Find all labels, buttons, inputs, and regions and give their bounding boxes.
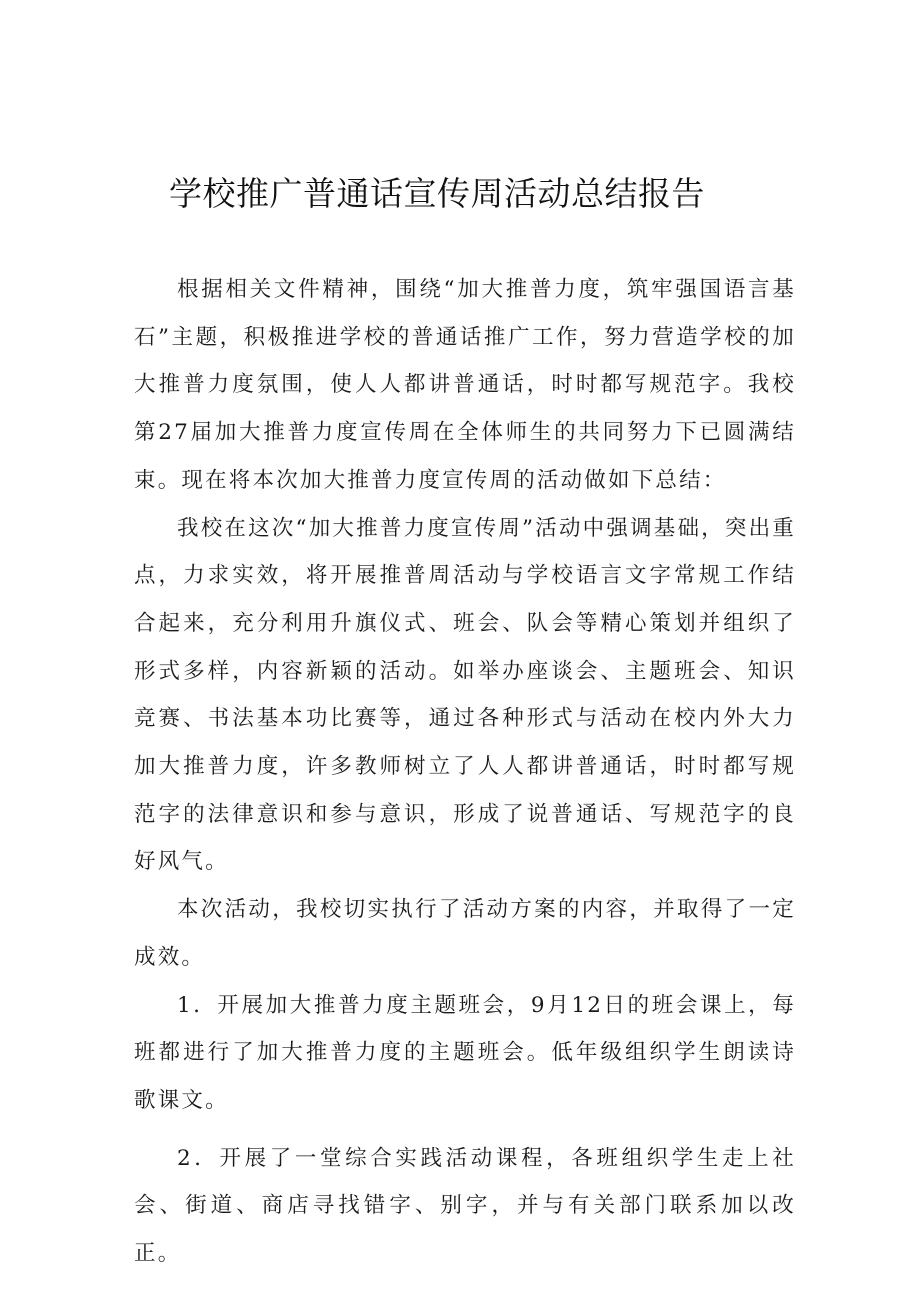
paragraph-results: 本次活动，我校切实执行了活动方案的内容，并取得了一定成效。 — [134, 897, 796, 970]
document-body — [134, 266, 796, 1278]
paragraph-activities: 我校在这次“加大推普力度宣传周”活动中强调基础，突出重点，力求实效，将开展推普周活动与学校语言文字常规工作结合起来，充分利用升旗仪式、班会、队会等精心策划并组织了形式多样，内容新颖的活动。如举办座谈会、主题班会、知识竞赛、书法基本功比赛等，通过各种形式与活动在校内外大力加大推普力度，许多教师树立了人人都讲普通话，时时都写规范字的法律意识和参与意识，形成了说普通话、写规范字的良好风气。 — [134, 515, 796, 875]
document-title: 学校推广普通话宣传周活动总结报告 — [169, 174, 705, 213]
paragraph-intro: 根据相关文件精神，围绕“加大推普力度，筑牢强国语言基石”主题，积极推进学校的普通话推广工作，努力营造学校的加大推普力度氛围，使人人都讲普通话，时时都写规范字。我校第27届加大推普力度宣传周在全体师生的共同努力下已圆满结束。现在将本次加大推普力度宣传周的活动做如下总结： — [134, 277, 796, 493]
list-item-practice-course: 2．开展了一堂综合实践活动课程，各班组织学生走上社会、街道、商店寻找错字、别字，并与有关部门联系加以改正。 — [134, 1145, 796, 1267]
list-item-class-meeting: 1．开展加大推普力度主题班会，9月12日的班会课上，每班都进行了加大推普力度的主题班会。低年级组织学生朗读诗歌课文。 — [134, 992, 796, 1113]
